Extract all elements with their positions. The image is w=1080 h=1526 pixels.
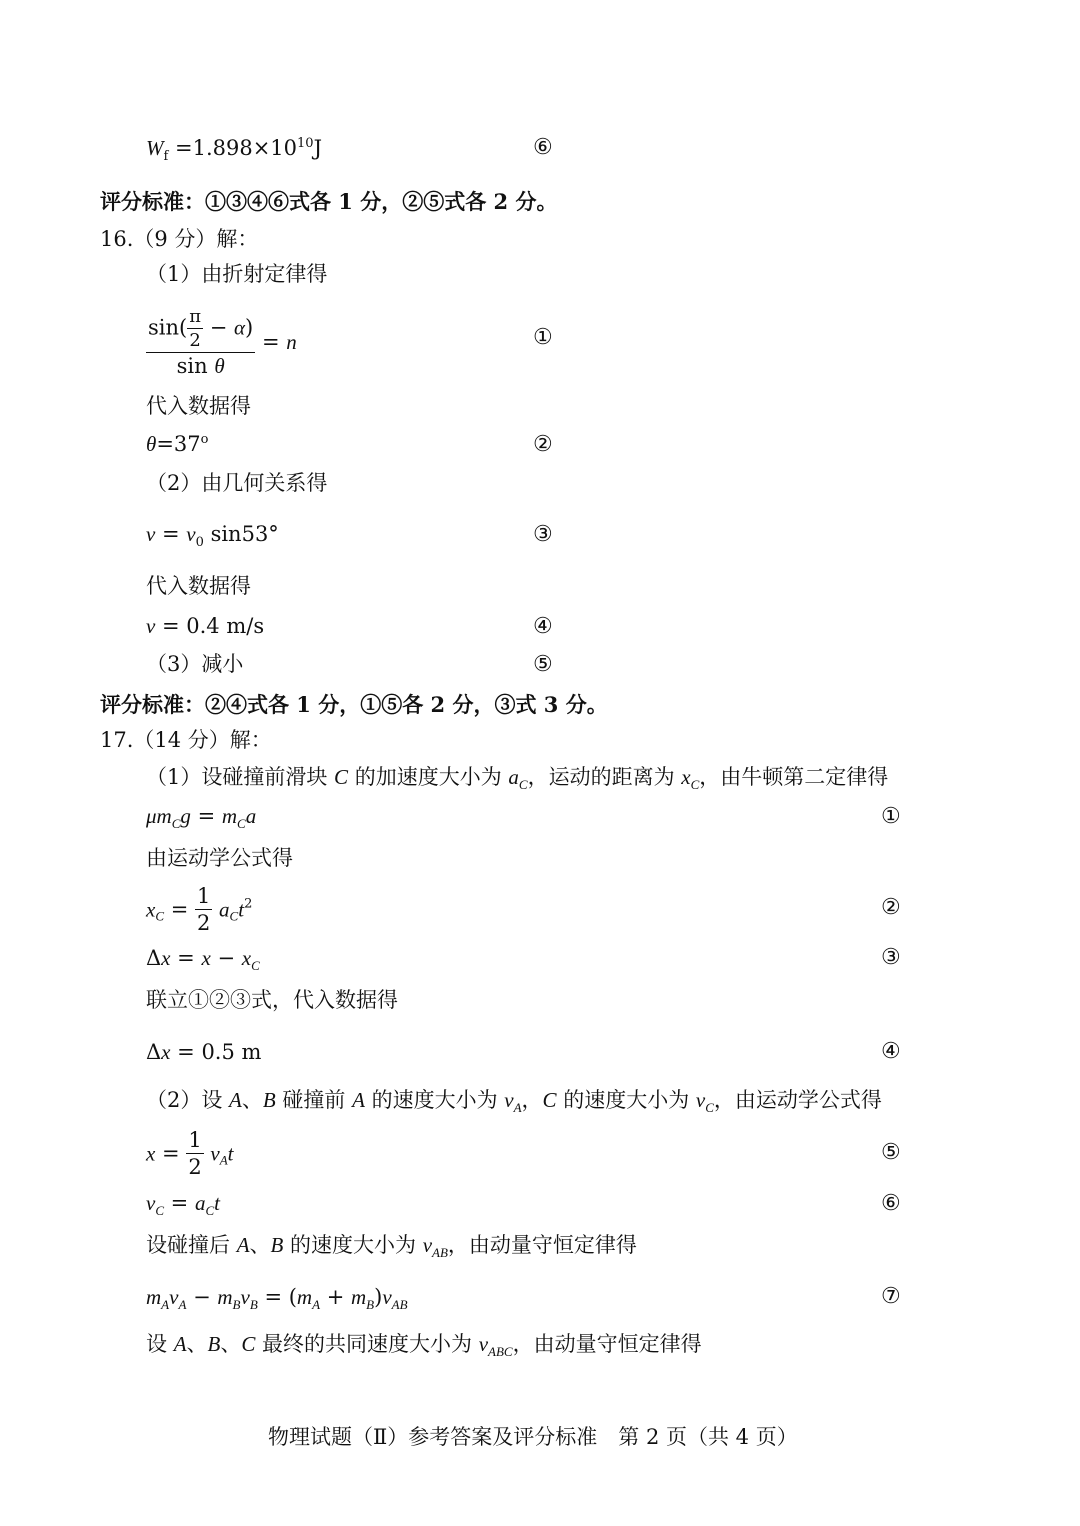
page-footer: 物理试题（Ⅱ）参考答案及评分标准 第 2 页（共 4 页） (268, 1425, 798, 1449)
q17-eq7: $m_Av_A - m_Bv_B = (m_A + m_B)v_{AB}$ (146, 1285, 408, 1313)
eq-label-6b: ⑥ (881, 1191, 901, 1216)
q17-eq1: $\mu m_Cg = m_Ca$ (146, 804, 257, 832)
score-line-15 (100, 191, 557, 212)
eq-label-4b: ④ (881, 1039, 901, 1064)
q16-sub1: 代入数据得 (146, 394, 251, 418)
eq-label-5: ⑤ (533, 652, 553, 677)
q17-part1: （1）设碰撞前滑块 C 的加速度大小为 $a_C$，运动的距离为 $x_C$，由牛顿第二定律得 (146, 765, 889, 793)
eq-label-7: ⑦ (881, 1284, 901, 1309)
q17-sub4: 设 A、B、C 最终的共同速度大小为 $v_{ABC}$，由动量守恒定律得 (146, 1332, 702, 1360)
q17-part2: （2）设 A、B 碰撞前 A 的速度大小为 $v_A$，C 的速度大小为 $v_C$，由运动学公式得 (146, 1088, 882, 1116)
q16-eq2: $\theta=37^o$ (146, 432, 209, 456)
eq-label-5b: ⑤ (881, 1140, 901, 1165)
q17-sub3: 设碰撞后 A、B 的速度大小为 $v_{AB}$，由动量守恒定律得 (146, 1233, 637, 1261)
q17-eq2: $x_C$ = $\frac{1}{2}$ $a_Ct^2$ (146, 884, 253, 935)
score-line-16: 评分标准：②④式各 1 分，①⑤各 2 分，③式 3 分。 (100, 692, 608, 717)
eq-label-2: ② (533, 432, 553, 457)
q17-eq6: $v_C = a_Ct$ (146, 1191, 220, 1219)
eq-label-1b: ① (881, 804, 901, 829)
q17-eq5: x = $\frac{1}{2}$ $v_At$ (146, 1128, 234, 1179)
q17-eq4: Δx = 0.5 m (146, 1040, 262, 1064)
eq-label-1: ① (533, 325, 553, 350)
q16-part3: （3）减小 (146, 652, 244, 676)
score-text: 评分标准：①③④⑥式各 1 分，②⑤式各 2 分。 (100, 189, 558, 214)
eq-label-4: ④ (533, 614, 553, 639)
fraction: sin( $\frac{\pi}{2}$ − α) sin θ (148, 306, 254, 378)
q16-sub2: 代入数据得 (146, 574, 251, 598)
q16-part1: （1）由折射定律得 (146, 262, 328, 286)
eq-label-6: ⑥ (533, 135, 553, 160)
q17-sub1: 由运动学公式得 (146, 846, 293, 870)
q17-eq3: $\Delta x = x - x_C$ (146, 946, 260, 974)
eq-label-3b: ③ (881, 945, 901, 970)
eq-label-2b: ② (881, 895, 901, 920)
q16-part2: （2）由几何关系得 (146, 471, 328, 495)
q17-heading: 17.（14 分）解： (100, 728, 272, 752)
q16-heading: 16.（9 分）解： (100, 227, 259, 251)
q16-eq3: $v = v_0$ sin53° (146, 522, 279, 551)
q17-sub2: 联立①②③式，代入数据得 (146, 988, 398, 1012)
eq-label-3: ③ (533, 522, 553, 547)
q16-eq4: v = 0.4 m/s (146, 614, 265, 638)
eq-wf: $W_f =1.898\times 10^{10}J$ (146, 136, 322, 165)
q16-eq1: sin( $\frac{\pi}{2}$ − α) sin θ = n (148, 306, 297, 378)
